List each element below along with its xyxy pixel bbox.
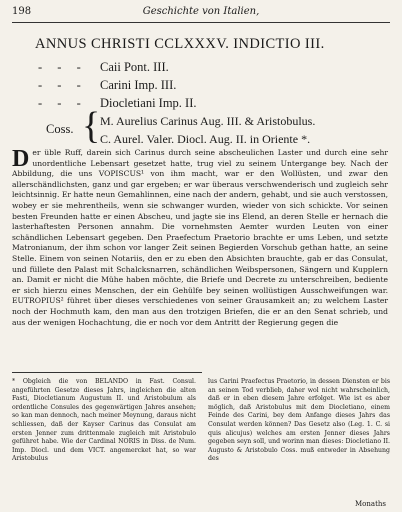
regent-line: [38, 96, 197, 111]
regent-text: Diocletiani Imp. II.: [100, 96, 197, 110]
regent-text: Carini Imp. III.: [100, 78, 177, 92]
catchword: Monaths: [355, 500, 386, 508]
footnote-rule: [12, 372, 202, 373]
footnote-right-column: lus Carini Praefectus Praetorio, in dessen Diensten er bis an seinen Tod verblieb, daher wol nicht wahrscheinlich, daß er in eben diesem Jahre erfolget. Wie ist es aber möglich, daß Aristobulus mit dem Diocletiano, einem Feinde des Carini, bey dem Anfange dieses Jahrs das Consulat werden können? Das Gesetz also (Leg. 1. C. si quis alicujus) welches am ersten Jenner dieses Jahrs gegeben seyn soll, und worinn man dieses: Diocletiano II. Augusto & Aristobulo Coss. muß entweder in Absehung des: [208, 378, 390, 463]
main-text-body: er üble Ruff, darein sich Carinus durch seine abscheulichen Laster und durch eine sehr unordentliche Lebensart gesetzet hatte, trug viel zu seinem Untergange bey. Nach der Abbildung, die uns VOPISCUS¹ von ihm macht, war er den Wollüsten, und zwar den allerschändlichsten, ganz und gar ergeben; er war überaus verschwenderisch und zugleich sehr leichtsinnig. Er hatte neun Gemahlinnen, eine nach der andern, gehabt, und sie auch verstossen, wobey er sie mehrentheils, wenn sie schwanger wurden, wieder von sich schickte. Vor seinen besten Freunden hatte er einen Abscheu, und jagte sie ins Elend, an deren Stelle er hernach die lasterhaftesten Personen annahm. Die vornehmsten Aemter wurden Leuten von einer schändlichen Lebensart gegeben. Den Praefectum Praetorio brachte er ums Leben, und setzte Matronianum, der ihm schon vor langer Zeit seinen Begierden Vorschub gethan hatte, an seine Stelle. Einem von seinen Notariis, den er zu eben den Absichten brauchte, gab er das Consulat, und füllete den Palast mit Schalcksnarren, schändlichen Weibspersonen, Sängern und Kupplern an. Damit er nicht die Mühe haben möchte, die Briefe und Decrete zu unterschreiben, bediente er sich hierzu eines Menschen, der ein Gehülfe bey seinen wollüstigen Ausschweifungen war. EUTROPIUS² führet über dieses verschiedenes von seiner Grausamkeit an; zu welchem Laster noch der Hochmuth kam, den man aus den trotzigen Briefen, die er an den Senat schrieb, und aus der wenigen Hochachtung, die er noch vor dem Antritt der Regierung gegen die: [12, 148, 388, 327]
leader-dots: - - -: [38, 78, 87, 92]
drop-cap: D: [12, 146, 30, 172]
page-header: [12, 6, 390, 20]
regent-line: [38, 78, 176, 93]
main-text: [12, 148, 388, 328]
regent-line: [38, 60, 169, 75]
page-number: 198: [12, 6, 32, 17]
header-rule: [12, 22, 390, 23]
leader-dots: - - -: [38, 96, 87, 110]
leader-dots: - - -: [38, 60, 87, 74]
consul-line: C. Aurel. Valer. Diocl. Aug. II. in Oriente *.: [100, 132, 311, 146]
running-head: Geschichte von Italien,: [142, 6, 260, 17]
year-heading: ANNUS CHRISTI CCLXXXV. INDICTIO III.: [35, 36, 325, 52]
footnote-left-column: * Obgleich die von BELANDO in Fast. Consul. angeführten Gesetze dieses Jahrs, ingleichen die alten Fasti, Diocletianum Augustum II. und Aristobulum als ordentliche Consules des gegenwärtigen Jahres ansehen; so kan man dennoch, nach meiner Meynung, daraus nicht schliessen, daß der Kayser Carinus das Consulat am ersten Jenner zum drittenmale zugleich mit Aristobulo geführet habe. Wie der Cardinal NORIS in Diss. de Num. Imp. Diocl. und dem VICT. angemercket hat, so war Aristobulus: [12, 378, 196, 463]
regent-text: Caii Pont. III.: [100, 60, 169, 74]
consul-line: M. Aurelius Carinus Aug. III. & Aristobulus.: [100, 114, 316, 128]
consuls-label: Coss.: [46, 122, 74, 136]
consuls-brace: {: [82, 105, 101, 147]
